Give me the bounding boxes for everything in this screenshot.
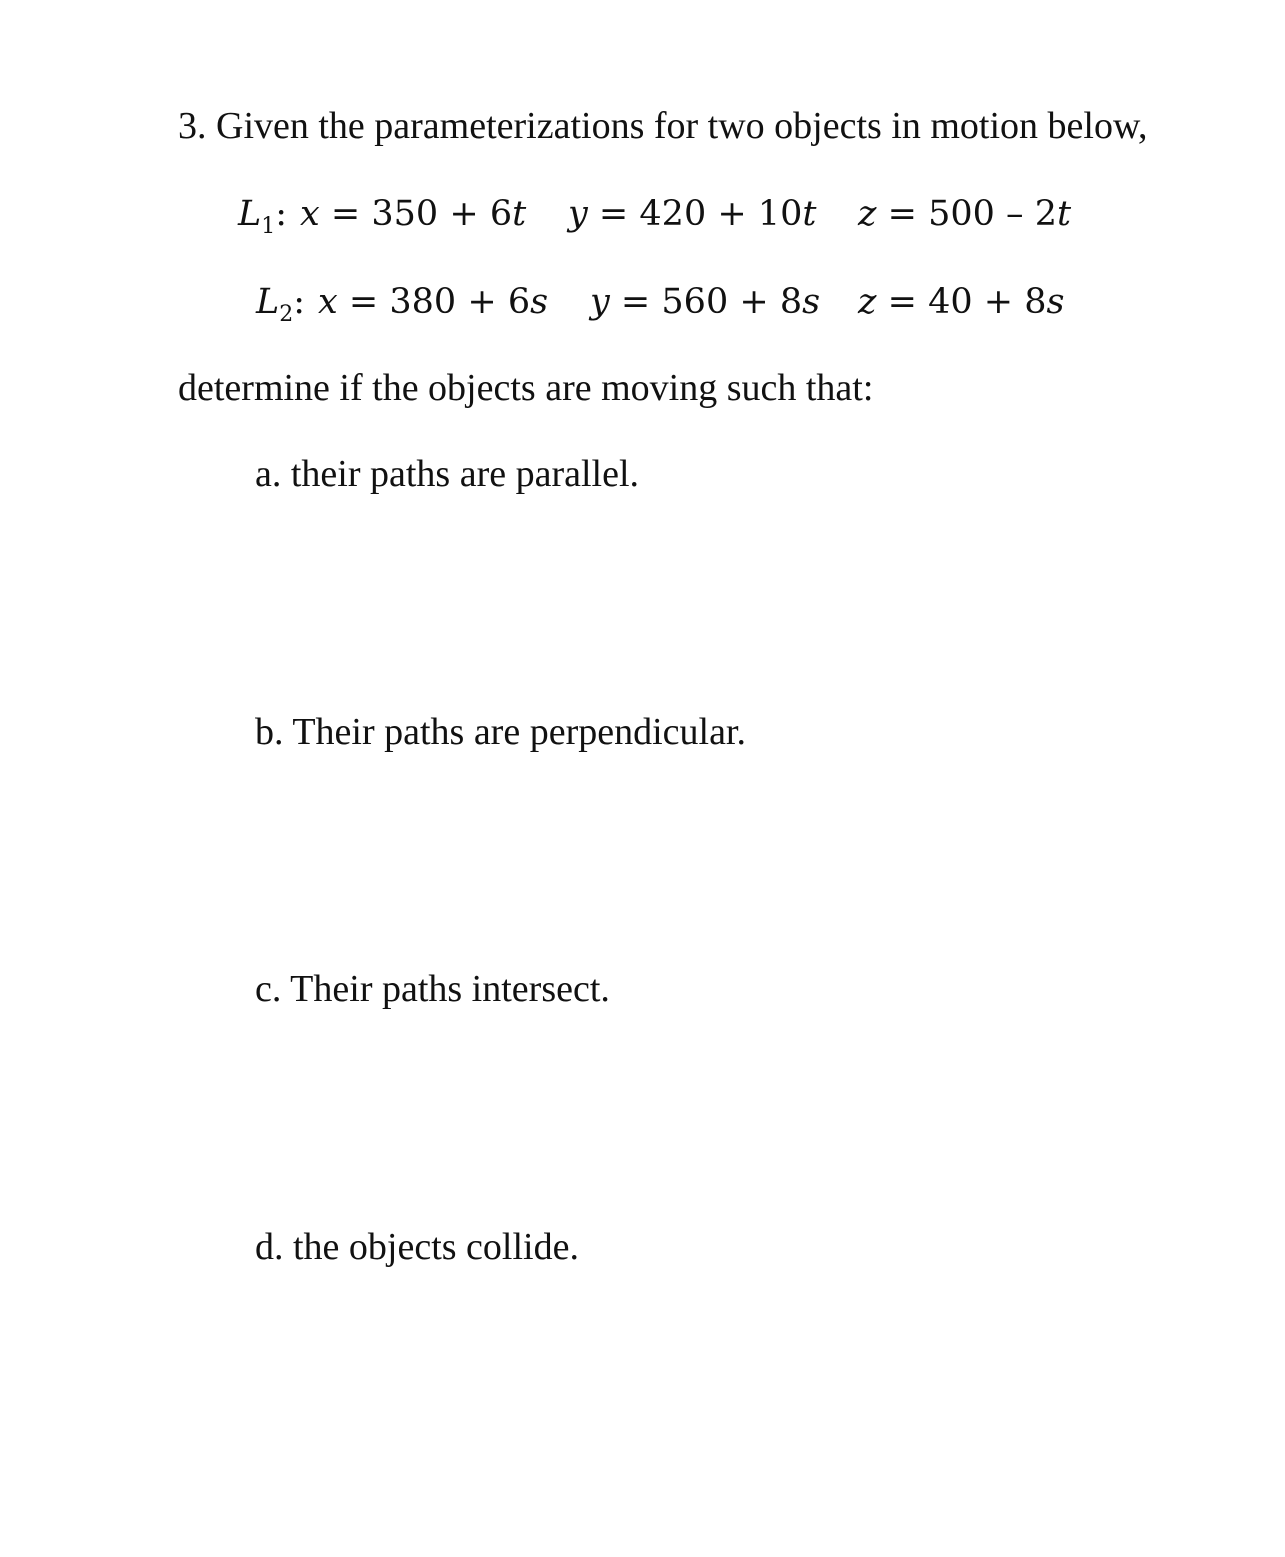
line-2-z-equation: z = 40 + 8s [858,282,1065,322]
line-1-label: $L_1$: [238,194,288,239]
part-c: c. Their paths intersect. [255,968,610,1010]
part-b: b. Their paths are perpendicular. [255,711,746,753]
part-a: a. their paths are parallel. [255,453,640,495]
line-1-z-equation: z = 500 – 2t [858,194,1072,234]
problem-prompt: 3. Given the parameterizations for two objects in motion below, [178,105,1148,147]
line-2-label: $L_2$: [256,282,306,327]
line-2-y-equation: y = 560 + 8s [590,282,821,322]
line-1-x-equation: x = 350 + 6t [300,194,527,234]
part-d: d. the objects collide. [255,1226,579,1268]
line-1-y-equation: y = 420 + 10t [568,194,817,234]
problem-followup: determine if the objects are moving such that: [178,367,874,409]
line-2-x-equation: x = 380 + 6s [318,282,549,322]
